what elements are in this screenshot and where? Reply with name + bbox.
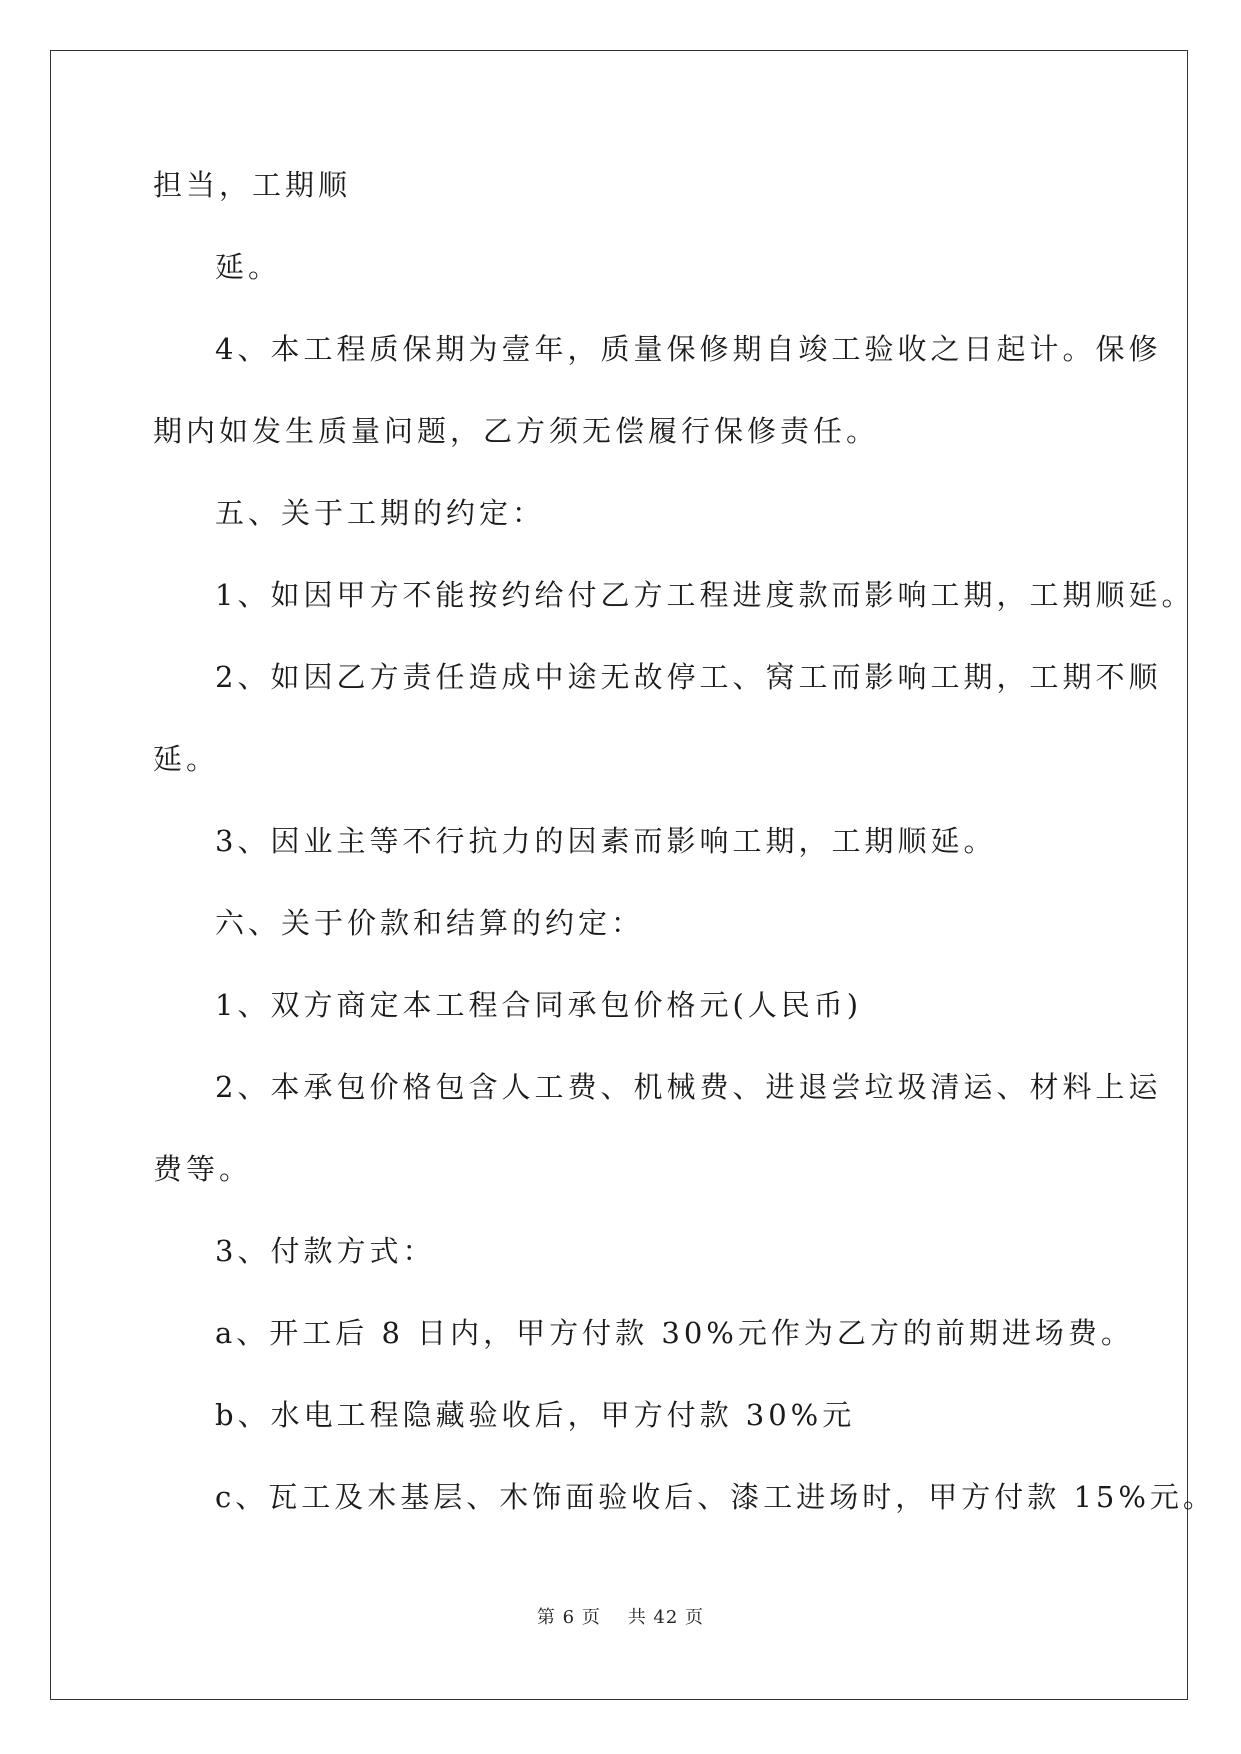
text-line: 3、因业主等不行抗力的因素而影响工期，工期顺延。 xyxy=(215,824,997,858)
text-line: 1、双方商定本工程合同承包价格元(人民币) xyxy=(215,988,863,1022)
section-heading: 五、关于工期的约定： xyxy=(215,496,546,530)
page-footer xyxy=(0,1606,1241,1630)
text-line: 延。 xyxy=(153,742,220,776)
section-heading: 六、关于价款和结算的约定： xyxy=(215,906,645,940)
text-line: 2、本承包价格包含人工费、机械费、进退尝垃圾清运、材料上运 xyxy=(215,1070,1162,1104)
text-line: c、瓦工及木基层、木饰面验收后、漆工进场时，甲方付款 15%元。 xyxy=(215,1480,1216,1514)
text-line: 担当，工期顺 xyxy=(153,168,352,202)
document-body xyxy=(153,165,1216,1559)
text-line: b、水电工程隐藏验收后，甲方付款 30%元 xyxy=(215,1398,856,1432)
page-number: 第 6 页 共 42 页 xyxy=(536,1607,705,1628)
text-line: 延。 xyxy=(215,250,282,284)
text-line: a、开工后 8 日内，甲方付款 30%元作为乙方的前期进场费。 xyxy=(215,1316,1134,1350)
text-line: 3、付款方式： xyxy=(215,1234,436,1268)
text-line: 2、如因乙方责任造成中途无故停工、窝工而影响工期，工期不顺 xyxy=(215,660,1162,694)
text-line: 4、本工程质保期为壹年，质量保修期自竣工验收之日起计。保修 xyxy=(215,332,1162,366)
text-line: 1、如因甲方不能按约给付乙方工程进度款而影响工期，工期顺延。 xyxy=(215,578,1195,612)
text-line: 期内如发生质量问题，乙方须无偿履行保修责任。 xyxy=(153,414,880,448)
text-line: 费等。 xyxy=(153,1152,253,1186)
